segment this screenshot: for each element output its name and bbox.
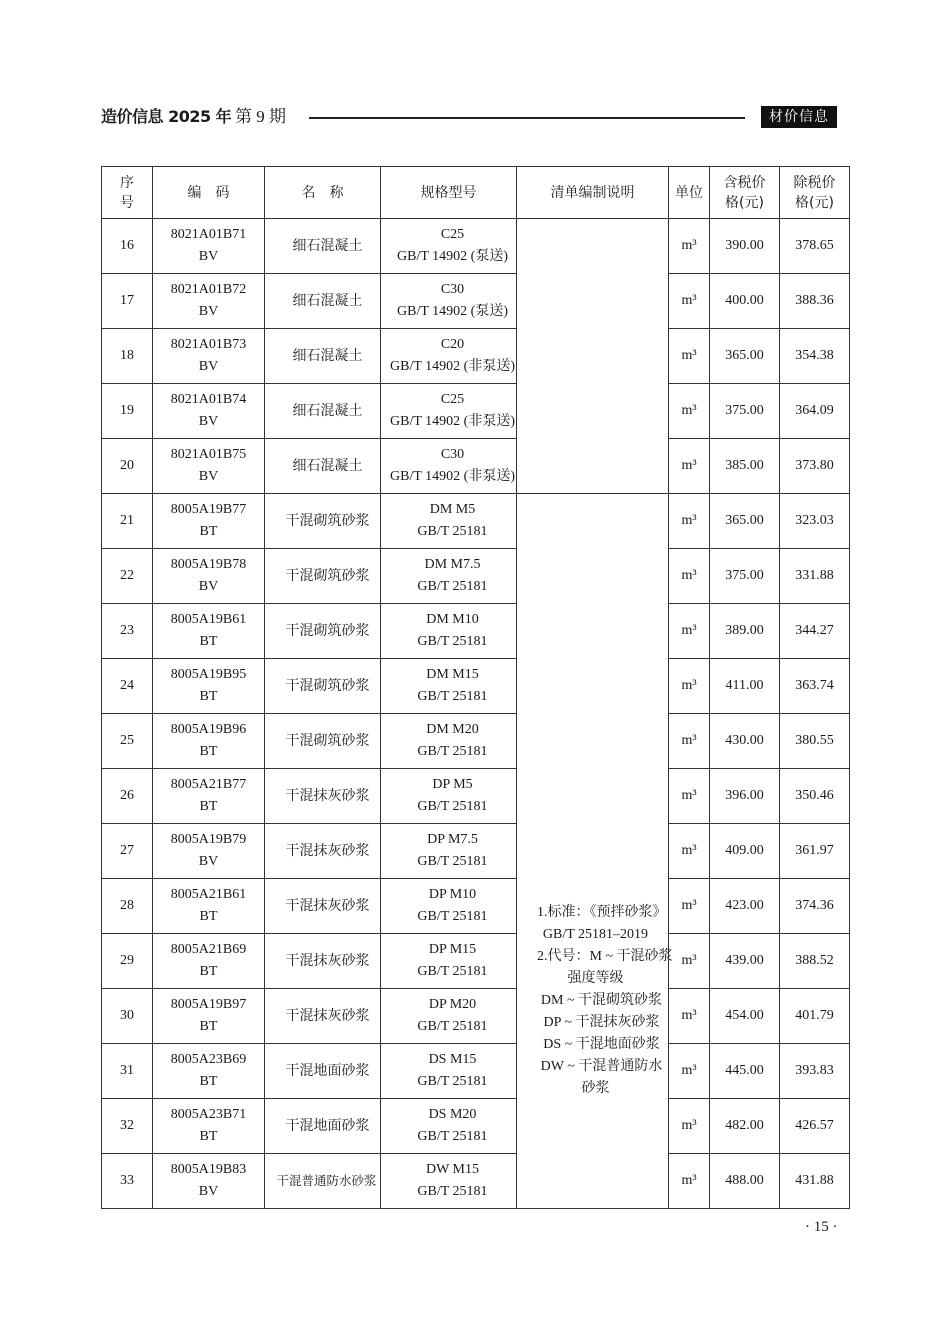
table-row — [102, 1044, 850, 1099]
table-header-row — [102, 167, 850, 219]
cell-unit: m³ — [669, 659, 710, 714]
cell-price-tax: 390.00 — [710, 219, 780, 274]
cell-seq: 25 — [102, 714, 153, 769]
cell-seq: 22 — [102, 549, 153, 604]
cell-seq: 16 — [102, 219, 153, 274]
cell-seq: 31 — [102, 1044, 153, 1099]
table-body — [102, 219, 850, 1209]
cell-price-tax: 454.00 — [710, 989, 780, 1044]
cell-name: 细石混凝土 — [265, 274, 381, 329]
note-line: 强度等级 — [567, 971, 624, 986]
cell-price-notax: 323.03 — [780, 494, 850, 549]
cell-name: 干混抹灰砂浆 — [265, 824, 381, 879]
table-row — [102, 604, 850, 659]
cell-note-concrete — [517, 219, 669, 494]
col-header-unit: 单位 — [669, 167, 710, 219]
cell-price-notax: 364.09 — [780, 384, 850, 439]
cell-name: 干混抹灰砂浆 — [265, 769, 381, 824]
cell-spec: DM M10 GB/T 25181 — [381, 604, 517, 659]
cell-unit: m³ — [669, 329, 710, 384]
table-row — [102, 824, 850, 879]
cell-price-tax: 365.00 — [710, 494, 780, 549]
cell-spec: DM M20 GB/T 25181 — [381, 714, 517, 769]
cell-price-tax: 411.00 — [710, 659, 780, 714]
cell-code: 8005A19B61 BT — [153, 604, 265, 659]
cell-code: 8005A19B96 BT — [153, 714, 265, 769]
col-header-price-notax: 除税价 格(元) — [780, 167, 850, 219]
table-row — [102, 1154, 850, 1209]
cell-spec: DP M10 GB/T 25181 — [381, 879, 517, 934]
cell-price-tax: 423.00 — [710, 879, 780, 934]
cell-unit: m³ — [669, 384, 710, 439]
cell-price-notax: 374.36 — [780, 879, 850, 934]
cell-unit: m³ — [669, 714, 710, 769]
cell-price-notax: 363.74 — [780, 659, 850, 714]
col-header-price-tax: 含税价 格(元) — [710, 167, 780, 219]
cell-price-notax: 344.27 — [780, 604, 850, 659]
cell-spec: DM M5 GB/T 25181 — [381, 494, 517, 549]
note-line: GB/T 25181–2019 — [542, 927, 649, 942]
cell-price-tax: 396.00 — [710, 769, 780, 824]
cell-price-tax: 375.00 — [710, 384, 780, 439]
cell-unit: m³ — [669, 879, 710, 934]
cell-seq: 20 — [102, 439, 153, 494]
cell-name: 干混砌筑砂浆 — [265, 549, 381, 604]
cell-code: 8005A19B79 BV — [153, 824, 265, 879]
cell-name: 干混地面砂浆 — [265, 1044, 381, 1099]
cell-price-tax: 430.00 — [710, 714, 780, 769]
cell-price-notax: 388.52 — [780, 934, 850, 989]
cell-unit: m³ — [669, 549, 710, 604]
table-row — [102, 439, 850, 494]
cell-spec: DS M15 GB/T 25181 — [381, 1044, 517, 1099]
cell-unit: m³ — [669, 1099, 710, 1154]
cell-code: 8021A01B75 BV — [153, 439, 265, 494]
cell-price-tax: 482.00 — [710, 1099, 780, 1154]
cell-code: 8021A01B71 BV — [153, 219, 265, 274]
col-header-spec: 规格型号 — [381, 167, 517, 219]
cell-name: 干混抹灰砂浆 — [265, 879, 381, 934]
cell-code: 8005A23B71 BT — [153, 1099, 265, 1154]
cell-spec: C25 GB/T 14902 (泵送) — [381, 219, 517, 274]
cell-price-tax: 375.00 — [710, 549, 780, 604]
cell-price-notax: 393.83 — [780, 1044, 850, 1099]
header-divider — [309, 117, 745, 119]
cell-spec: DP M5 GB/T 25181 — [381, 769, 517, 824]
cell-seq: 28 — [102, 879, 153, 934]
cell-price-notax: 378.65 — [780, 219, 850, 274]
cell-unit: m³ — [669, 274, 710, 329]
table-row — [102, 769, 850, 824]
cell-price-notax: 373.80 — [780, 439, 850, 494]
cell-price-tax: 365.00 — [710, 329, 780, 384]
cell-seq: 21 — [102, 494, 153, 549]
cell-price-tax: 400.00 — [710, 274, 780, 329]
cell-name: 干混地面砂浆 — [265, 1099, 381, 1154]
cell-spec: DM M15 GB/T 25181 — [381, 659, 517, 714]
col-header-seq: 序 号 — [102, 167, 153, 219]
cell-name: 干混砌筑砂浆 — [265, 604, 381, 659]
cell-seq: 30 — [102, 989, 153, 1044]
cell-seq: 33 — [102, 1154, 153, 1209]
cell-spec: DM M7.5 GB/T 25181 — [381, 549, 517, 604]
col-header-note: 清单编制说明 — [517, 167, 669, 219]
issue-number: 第 9 期 — [235, 107, 286, 126]
cell-seq: 17 — [102, 274, 153, 329]
cell-spec: DP M7.5 GB/T 25181 — [381, 824, 517, 879]
cell-seq: 19 — [102, 384, 153, 439]
note-line: DS ~ 干混地面砂浆 — [543, 1037, 660, 1052]
cell-name: 细石混凝土 — [265, 384, 381, 439]
price-table — [101, 166, 850, 1209]
cell-name: 干混抹灰砂浆 — [265, 989, 381, 1044]
cell-seq: 24 — [102, 659, 153, 714]
cell-seq: 27 — [102, 824, 153, 879]
cell-code: 8005A21B69 BT — [153, 934, 265, 989]
cell-name: 细石混凝土 — [265, 329, 381, 384]
cell-unit: m³ — [669, 989, 710, 1044]
cell-name: 细石混凝土 — [265, 439, 381, 494]
cell-seq: 26 — [102, 769, 153, 824]
cell-code: 8005A19B97 BT — [153, 989, 265, 1044]
table-row — [102, 934, 850, 989]
cell-unit: m³ — [669, 824, 710, 879]
note-line: 砂浆 — [581, 1081, 610, 1096]
cell-price-notax: 354.38 — [780, 329, 850, 384]
cell-seq: 32 — [102, 1099, 153, 1154]
cell-code: 8005A21B77 BT — [153, 769, 265, 824]
cell-unit: m³ — [669, 604, 710, 659]
cell-spec: DW M15 GB/T 25181 — [381, 1154, 517, 1209]
cell-seq: 29 — [102, 934, 153, 989]
note-line: 2.代号：M ~ 干混砂浆 — [537, 949, 673, 964]
cell-seq: 23 — [102, 604, 153, 659]
cell-spec: C20 GB/T 14902 (非泵送) — [381, 329, 517, 384]
cell-name: 干混抹灰砂浆 — [265, 934, 381, 989]
cell-price-notax: 431.88 — [780, 1154, 850, 1209]
table-row — [102, 494, 850, 549]
table-row — [102, 879, 850, 934]
table-row — [102, 659, 850, 714]
cell-spec: C30 GB/T 14902 (泵送) — [381, 274, 517, 329]
table-row — [102, 714, 850, 769]
cell-name: 细石混凝土 — [265, 219, 381, 274]
cell-price-tax: 409.00 — [710, 824, 780, 879]
cell-unit: m³ — [669, 439, 710, 494]
note-line: 1.标准：《预拌砂浆》 — [537, 905, 667, 920]
cell-price-tax: 445.00 — [710, 1044, 780, 1099]
cell-price-notax: 350.46 — [780, 769, 850, 824]
table-row — [102, 1099, 850, 1154]
cell-code: 8021A01B72 BV — [153, 274, 265, 329]
cell-code: 8005A19B95 BT — [153, 659, 265, 714]
cell-spec: C25 GB/T 14902 (非泵送) — [381, 384, 517, 439]
cell-code: 8005A19B83 BV — [153, 1154, 265, 1209]
cell-unit: m³ — [669, 1044, 710, 1099]
page-header — [101, 104, 837, 130]
table-row — [102, 329, 850, 384]
publication-title: 造价信息 2025 年 — [101, 107, 232, 126]
col-header-name: 名 称 — [265, 167, 381, 219]
cell-spec: DP M20 GB/T 25181 — [381, 989, 517, 1044]
col-header-code: 编 码 — [153, 167, 265, 219]
cell-seq: 18 — [102, 329, 153, 384]
cell-spec: C30 GB/T 14902 (非泵送) — [381, 439, 517, 494]
cell-name: 干混砌筑砂浆 — [265, 494, 381, 549]
cell-code: 8021A01B74 BV — [153, 384, 265, 439]
cell-unit: m³ — [669, 219, 710, 274]
cell-price-tax: 385.00 — [710, 439, 780, 494]
note-line: DP ~ 干混抹灰砂浆 — [543, 1015, 660, 1030]
cell-name: 干混砌筑砂浆 — [265, 659, 381, 714]
cell-code: 8005A23B69 BT — [153, 1044, 265, 1099]
cell-price-notax: 361.97 — [780, 824, 850, 879]
page-number: · 15 · — [805, 1219, 838, 1235]
cell-price-tax: 488.00 — [710, 1154, 780, 1209]
cell-price-notax: 401.79 — [780, 989, 850, 1044]
cell-unit: m³ — [669, 769, 710, 824]
cell-price-tax: 389.00 — [710, 604, 780, 659]
table-row — [102, 549, 850, 604]
cell-code: 8005A19B77 BT — [153, 494, 265, 549]
cell-price-notax: 331.88 — [780, 549, 850, 604]
table-row — [102, 384, 850, 439]
cell-price-notax: 380.55 — [780, 714, 850, 769]
cell-code: 8021A01B73 BV — [153, 329, 265, 384]
cell-note-mortar — [517, 494, 673, 1209]
note-line: DM ~ 干混砌筑砂浆 — [540, 993, 663, 1008]
note-line: DW ~ 干混普通防水 — [540, 1059, 663, 1074]
cell-price-notax: 388.36 — [780, 274, 850, 329]
cell-code: 8005A21B61 BT — [153, 879, 265, 934]
cell-price-tax: 439.00 — [710, 934, 780, 989]
cell-name: 干混砌筑砂浆 — [265, 714, 381, 769]
cell-unit: m³ — [669, 494, 710, 549]
cell-unit: m³ — [669, 934, 710, 989]
cell-name: 干混普通防水砂浆 — [265, 1154, 381, 1209]
cell-price-notax: 426.57 — [780, 1099, 850, 1154]
cell-code: 8005A19B78 BV — [153, 549, 265, 604]
cell-unit: m³ — [669, 1154, 710, 1209]
table-row — [102, 274, 850, 329]
cell-spec: DP M15 GB/T 25181 — [381, 934, 517, 989]
section-badge: 材价信息 — [761, 106, 837, 128]
table-row — [102, 219, 850, 274]
table-row — [102, 989, 850, 1044]
cell-spec: DS M20 GB/T 25181 — [381, 1099, 517, 1154]
